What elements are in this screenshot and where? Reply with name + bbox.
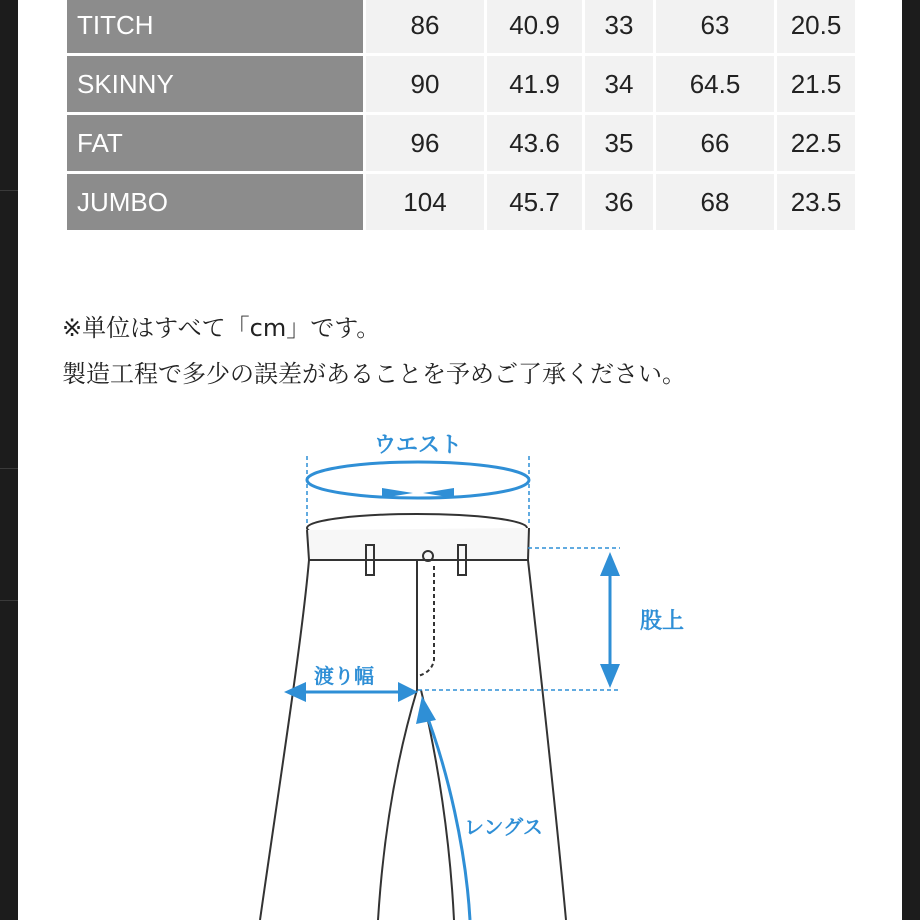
edge-divider — [0, 600, 18, 601]
unit-note: ※単位はすべて「cm」です。 — [62, 314, 381, 342]
table-cell: 86 — [366, 0, 484, 53]
table-cell: 22.5 — [777, 115, 855, 171]
arrow-left-icon — [284, 682, 306, 702]
table-cell: 40.9 — [487, 0, 582, 53]
size-name: FAT — [67, 115, 363, 171]
waist-label: ウエスト — [373, 433, 463, 458]
table-cell: 63 — [656, 0, 774, 53]
table-cell: 90 — [366, 56, 484, 112]
table-cell: 66 — [656, 115, 774, 171]
table-cell: 41.9 — [487, 56, 582, 112]
table-cell: 96 — [366, 115, 484, 171]
arrow-up-icon — [416, 696, 436, 724]
size-name: SKINNY — [67, 56, 363, 112]
size-name: JUMBO — [67, 174, 363, 230]
table-cell: 45.7 — [487, 174, 582, 230]
table-cell: 23.5 — [777, 174, 855, 230]
table-cell: 104 — [366, 174, 484, 230]
tolerance-note: 製造工程で多少の誤差があることを予めご了承ください。 — [62, 360, 686, 388]
table-cell: 33 — [585, 0, 653, 53]
pants-measurement-diagram — [18, 0, 902, 920]
rise-measurement — [418, 548, 620, 690]
table-cell: 68 — [656, 174, 774, 230]
table-cell: 64.5 — [656, 56, 774, 112]
table-cell: 21.5 — [777, 56, 855, 112]
length-label: レングス — [464, 815, 543, 839]
pants-outline — [260, 514, 566, 920]
edge-divider — [0, 468, 18, 469]
table-cell: 34 — [585, 56, 653, 112]
table-cell: 20.5 — [777, 0, 855, 53]
rise-label: 股上 — [640, 609, 685, 634]
table-cell: 36 — [585, 174, 653, 230]
arrow-down-icon — [600, 664, 620, 688]
arrow-up-icon — [600, 552, 620, 576]
table-cell: 43.6 — [487, 115, 582, 171]
background-right-edge — [902, 0, 920, 920]
thigh-label: 渡り幅 — [314, 664, 374, 688]
edge-divider — [0, 190, 18, 191]
size-name: TITCH — [67, 0, 363, 53]
background-left-edge — [0, 0, 18, 920]
size-guide-sheet — [18, 0, 902, 920]
table-cell: 35 — [585, 115, 653, 171]
